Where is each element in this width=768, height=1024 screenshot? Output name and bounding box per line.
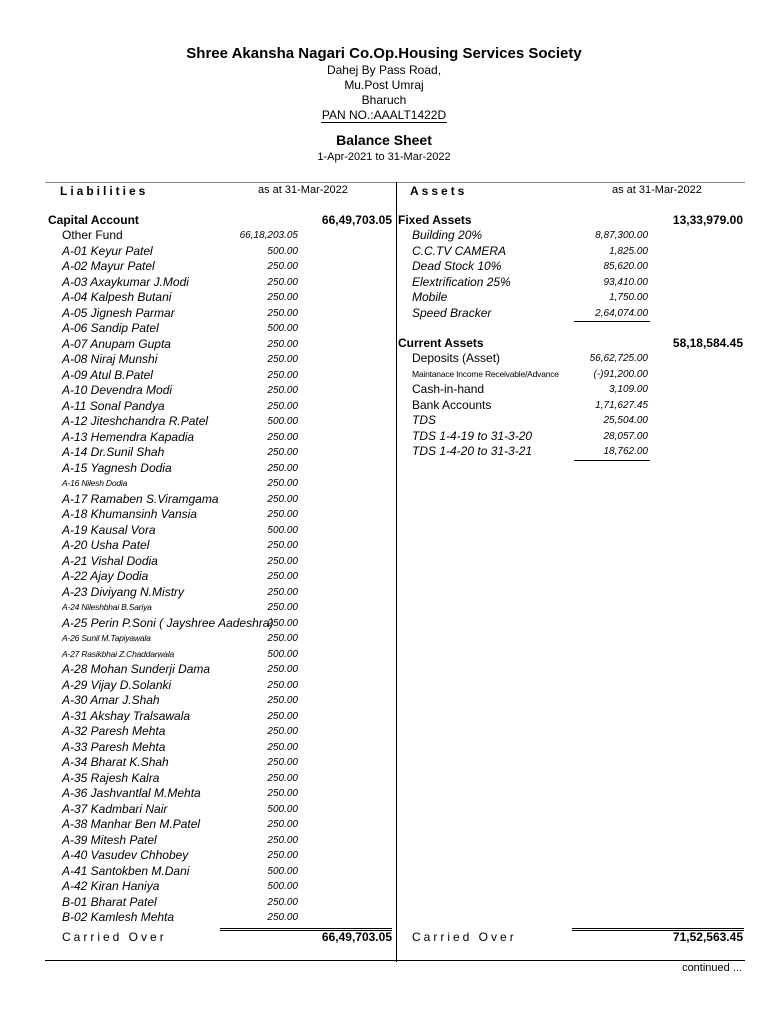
capital-item-amount: 250.00 — [267, 540, 298, 551]
capital-item-label: A-21 Vishal Dodia — [62, 553, 158, 568]
capital-item-amount: 250.00 — [267, 555, 298, 567]
fixed-asset-item-label: Elextrification 25% — [412, 274, 511, 289]
assets-carried-label: Carried Over — [412, 930, 517, 944]
capital-item-amount: 500.00 — [267, 416, 298, 427]
capital-item-label: A-38 Manhar Ben M.Patel — [62, 817, 201, 831]
capital-item-label: A-16 Nilesh Dodia — [62, 478, 128, 488]
capital-item-amount: 250.00 — [267, 679, 298, 691]
capital-item — [62, 430, 302, 446]
capital-item — [62, 306, 302, 322]
capital-item-label: A-26 Sunil M.Tapiyawala — [62, 633, 151, 643]
fixed-asset-item-label: Mobile — [412, 290, 448, 304]
capital-item — [62, 600, 302, 616]
capital-item-label: A-15 Yagnesh Dodia — [62, 460, 172, 475]
capital-item — [62, 678, 302, 694]
capital-item-label: A-31 Akshay Tralsawala — [62, 708, 191, 723]
fixed-asset-item-amount: 85,620.00 — [603, 261, 648, 272]
fixed-asset-item — [412, 275, 652, 291]
capital-item — [62, 895, 302, 911]
capital-item — [62, 864, 302, 880]
current-asset-item-amount: (-)91,200.00 — [593, 368, 648, 380]
current-asset-item-label: Cash-in-hand — [412, 382, 485, 396]
address-line-2: Mu.Post Umraj — [344, 78, 424, 92]
current-asset-item — [412, 429, 652, 445]
capital-item — [62, 414, 302, 430]
liabilities-heading: Liabilities — [60, 184, 149, 198]
capital-item — [62, 848, 302, 864]
capital-item-amount: 500.00 — [267, 323, 298, 334]
capital-item-label: A-20 Usha Patel — [62, 538, 150, 552]
fixed-asset-item — [412, 259, 652, 275]
capital-item-label: A-04 Kalpesh Butani — [62, 290, 172, 304]
capital-item — [62, 228, 302, 244]
capital-item-amount: 250.00 — [267, 292, 298, 303]
capital-item — [62, 709, 302, 725]
capital-item-amount: 250.00 — [267, 912, 298, 923]
current-asset-item-amount: 18,762.00 — [603, 446, 648, 457]
capital-item — [62, 817, 302, 833]
capital-item-amount: 250.00 — [267, 369, 298, 381]
capital-item-amount: 250.00 — [267, 633, 298, 644]
capital-item-label: A-23 Diviyang N.Mistry — [62, 584, 185, 599]
capital-item-amount: 250.00 — [267, 772, 298, 784]
continued-note: continued ... — [682, 962, 742, 974]
current-asset-item-label: Maintanace Income Receivable/Advance — [412, 368, 559, 379]
capital-item-amount: 250.00 — [267, 726, 298, 737]
assets-heading: Assets — [410, 184, 468, 198]
capital-item-label: A-36 Jashvantlal M.Mehta — [62, 786, 201, 800]
fixed-asset-item — [412, 290, 652, 306]
capital-item-label: A-24 Nileshbhai B.Sariya — [62, 602, 152, 612]
capital-item-amount: 250.00 — [267, 447, 298, 458]
capital-item-label: A-09 Atul B.Patel — [62, 367, 153, 382]
fixed-asset-item-label: Dead Stock 10% — [412, 259, 502, 273]
fixed-asset-item-amount: 2,64,074.00 — [595, 307, 648, 319]
capital-item-label: A-28 Mohan Sunderji Dama — [62, 662, 211, 676]
capital-item — [62, 492, 302, 508]
capital-item-label: A-27 Rasikbhai Z.Chaddarwala — [62, 648, 175, 659]
capital-item — [62, 879, 302, 895]
capital-item-label: A-41 Santokben M.Dani — [62, 863, 190, 878]
capital-item-amount: 500.00 — [267, 245, 298, 257]
capital-item — [62, 662, 302, 678]
liabilities-carried-label: Carried Over — [62, 930, 167, 944]
capital-item-label: A-29 Vijay D.Solanki — [62, 677, 172, 692]
capital-item-label: A-11 Sonal Pandya — [62, 398, 165, 413]
capital-item — [62, 352, 302, 368]
capital-item-amount: 250.00 — [267, 431, 298, 443]
capital-item-label: A-17 Ramaben S.Viramgama — [62, 491, 219, 506]
current-assets-title: Current Assets — [398, 336, 484, 350]
capital-account-title: Capital Account — [48, 213, 139, 227]
capital-item-label: A-32 Paresh Mehta — [62, 724, 166, 738]
current-assets-subtotal-rule — [574, 460, 650, 461]
capital-item — [62, 802, 302, 818]
capital-item-amount: 250.00 — [267, 819, 298, 830]
capital-item-label: A-39 Mitesh Patel — [62, 832, 157, 847]
capital-item-label: A-13 Hemendra Kapadia — [62, 429, 195, 444]
capital-item-label: Other Fund — [62, 228, 123, 242]
capital-item-amount: 250.00 — [267, 338, 298, 350]
capital-item — [62, 554, 302, 570]
capital-item-amount: 250.00 — [267, 276, 298, 288]
fixed-assets-subtotal-rule — [574, 321, 650, 322]
report-title: Balance Sheet — [336, 132, 432, 148]
capital-item — [62, 383, 302, 399]
capital-item — [62, 523, 302, 539]
capital-item — [62, 755, 302, 771]
capital-item — [62, 368, 302, 384]
capital-item-amount: 250.00 — [267, 695, 298, 706]
capital-item-amount: 250.00 — [267, 834, 298, 846]
fixed-asset-item-amount: 8,87,300.00 — [595, 230, 648, 241]
current-asset-item-label: Deposits (Asset) — [412, 351, 501, 365]
current-asset-item — [412, 382, 652, 398]
address-line-3: Bharuch — [361, 93, 407, 107]
capital-item — [62, 321, 302, 337]
capital-item-label: A-30 Amar J.Shah — [62, 693, 160, 707]
capital-item-amount: 250.00 — [267, 741, 298, 753]
assets-as-at: as at 31-Mar-2022 — [612, 184, 702, 196]
capital-item-amount: 250.00 — [267, 400, 298, 412]
report-period: 1-Apr-2021 to 31-Mar-2022 — [317, 151, 451, 163]
current-asset-item — [412, 351, 652, 367]
capital-item-amount: 250.00 — [267, 586, 298, 598]
capital-item — [62, 771, 302, 787]
capital-item — [62, 445, 302, 461]
capital-item — [62, 244, 302, 260]
capital-item — [62, 337, 302, 353]
capital-item — [62, 647, 302, 663]
current-assets-total: 58,18,584.45 — [672, 336, 743, 350]
current-asset-item-amount: 3,109.00 — [609, 384, 648, 395]
liabilities-carried-total: 66,49,703.05 — [321, 930, 392, 944]
fixed-asset-item-label: C.C.TV CAMERA — [412, 243, 507, 258]
pan-row — [0, 108, 768, 123]
capital-item-amount: 250.00 — [267, 493, 298, 505]
capital-item — [62, 461, 302, 477]
address-line-1: Dahej By Pass Road, — [326, 63, 442, 77]
capital-item-amount: 250.00 — [267, 571, 298, 582]
capital-item-label: A-42 Kiran Haniya — [62, 879, 160, 893]
current-asset-item — [412, 367, 652, 383]
society-name: Shree Akansha Nagari Co.Op.Housing Services Society — [186, 45, 582, 62]
current-asset-item-amount: 1,71,627.45 — [595, 399, 648, 411]
capital-item-label: A-02 Mayur Patel — [62, 259, 155, 273]
capital-item-amount: 250.00 — [267, 896, 298, 908]
capital-item-label: B-01 Bharat Patel — [62, 894, 157, 909]
current-asset-item-amount: 25,504.00 — [603, 415, 648, 426]
capital-account-total: 66,49,703.05 — [321, 213, 392, 227]
capital-item-label: A-10 Devendra Modi — [62, 383, 173, 397]
current-asset-item — [412, 413, 652, 429]
fixed-asset-item-amount: 93,410.00 — [603, 276, 648, 288]
capital-item — [62, 724, 302, 740]
capital-item-amount: 500.00 — [267, 803, 298, 815]
capital-item-amount: 250.00 — [267, 710, 298, 722]
capital-item — [62, 507, 302, 523]
capital-item-label: A-34 Bharat K.Shah — [62, 755, 169, 769]
capital-item — [62, 476, 302, 492]
capital-item-label: A-14 Dr.Sunil Shah — [62, 445, 165, 459]
fixed-asset-item — [412, 228, 652, 244]
fixed-asset-item — [412, 306, 652, 322]
capital-item — [62, 631, 302, 647]
capital-item-amount: 250.00 — [267, 788, 298, 799]
capital-item — [62, 275, 302, 291]
capital-item-label: A-35 Rajesh Kalra — [62, 770, 160, 785]
capital-item-amount: 250.00 — [267, 509, 298, 520]
pan-number: PAN NO.:AAALT1422D — [321, 108, 447, 122]
capital-item — [62, 910, 302, 926]
capital-item-amount: 250.00 — [267, 261, 298, 272]
capital-item-label: A-01 Keyur Patel — [62, 243, 153, 258]
capital-item — [62, 833, 302, 849]
capital-item-amount: 250.00 — [267, 850, 298, 861]
capital-item-label: A-08 Niraj Munshi — [62, 352, 158, 366]
capital-item-amount: 500.00 — [267, 648, 298, 660]
capital-item-label: A-12 Jiteshchandra R.Patel — [62, 414, 209, 428]
capital-item — [62, 693, 302, 709]
capital-item-amount: 250.00 — [267, 617, 298, 629]
capital-item — [62, 538, 302, 554]
capital-item-label: B-02 Kamlesh Mehta — [62, 910, 175, 924]
fixed-assets-total: 13,33,979.00 — [672, 213, 743, 227]
capital-item-amount: 250.00 — [267, 602, 298, 613]
capital-item-amount: 250.00 — [267, 385, 298, 396]
capital-item-amount: 250.00 — [267, 664, 298, 675]
capital-item-amount: 250.00 — [267, 478, 298, 489]
current-asset-item — [412, 444, 652, 460]
capital-item-label: A-18 Khumansinh Vansia — [62, 507, 197, 521]
capital-item-label: A-05 Jignesh Parmar — [62, 305, 175, 320]
capital-item-label: A-33 Paresh Mehta — [62, 739, 166, 754]
current-asset-item-amount: 28,057.00 — [603, 430, 648, 442]
fixed-assets-title: Fixed Assets — [398, 213, 472, 227]
capital-item-label: A-07 Anupam Gupta — [62, 336, 171, 351]
fixed-asset-item — [412, 244, 652, 260]
top-rule — [45, 182, 745, 183]
capital-item-label: A-19 Kausal Vora — [62, 522, 156, 537]
capital-item-amount: 500.00 — [267, 524, 298, 536]
capital-item — [62, 786, 302, 802]
current-asset-item-label: TDS — [412, 413, 436, 427]
capital-item-label: A-03 Axaykumar J.Modi — [62, 274, 189, 289]
capital-item — [62, 569, 302, 585]
capital-item-label: A-22 Ajay Dodia — [62, 569, 149, 583]
capital-item — [62, 259, 302, 275]
current-asset-item-amount: 56,62,725.00 — [589, 353, 648, 364]
capital-item-amount: 250.00 — [267, 307, 298, 319]
fixed-asset-item-amount: 1,825.00 — [609, 245, 648, 257]
capital-item-amount: 250.00 — [267, 757, 298, 768]
capital-item — [62, 616, 302, 632]
current-asset-item-label: TDS 1-4-20 to 31-3-21 — [412, 444, 533, 458]
capital-item-label: A-06 Sandip Patel — [62, 321, 159, 335]
current-asset-item-label: TDS 1-4-19 to 31-3-20 — [412, 428, 533, 443]
capital-item — [62, 290, 302, 306]
capital-item-amount: 66,18,203.05 — [239, 230, 298, 241]
capital-item-label: A-37 Kadmbari Nair — [62, 801, 168, 816]
fixed-asset-item-label: Building 20% — [412, 228, 483, 242]
capital-item — [62, 399, 302, 415]
capital-item — [62, 585, 302, 601]
fixed-asset-item-amount: 1,750.00 — [609, 292, 648, 303]
liabilities-as-at: as at 31-Mar-2022 — [258, 184, 348, 196]
capital-item-amount: 250.00 — [267, 462, 298, 474]
capital-item-label: A-25 Perin P.Soni ( Jayshree Aadeshra) — [62, 615, 274, 630]
capital-item-amount: 500.00 — [267, 865, 298, 877]
column-divider — [396, 182, 397, 962]
current-asset-item-label: Bank Accounts — [412, 397, 492, 412]
fixed-asset-item-label: Speed Bracker — [412, 305, 492, 320]
bottom-rule — [45, 960, 745, 961]
capital-item-amount: 500.00 — [267, 881, 298, 892]
capital-item-label: A-40 Vasudev Chhobey — [62, 848, 189, 862]
assets-carried-total: 71,52,563.45 — [672, 930, 743, 944]
capital-item — [62, 740, 302, 756]
current-asset-item — [412, 398, 652, 414]
capital-item-amount: 250.00 — [267, 354, 298, 365]
